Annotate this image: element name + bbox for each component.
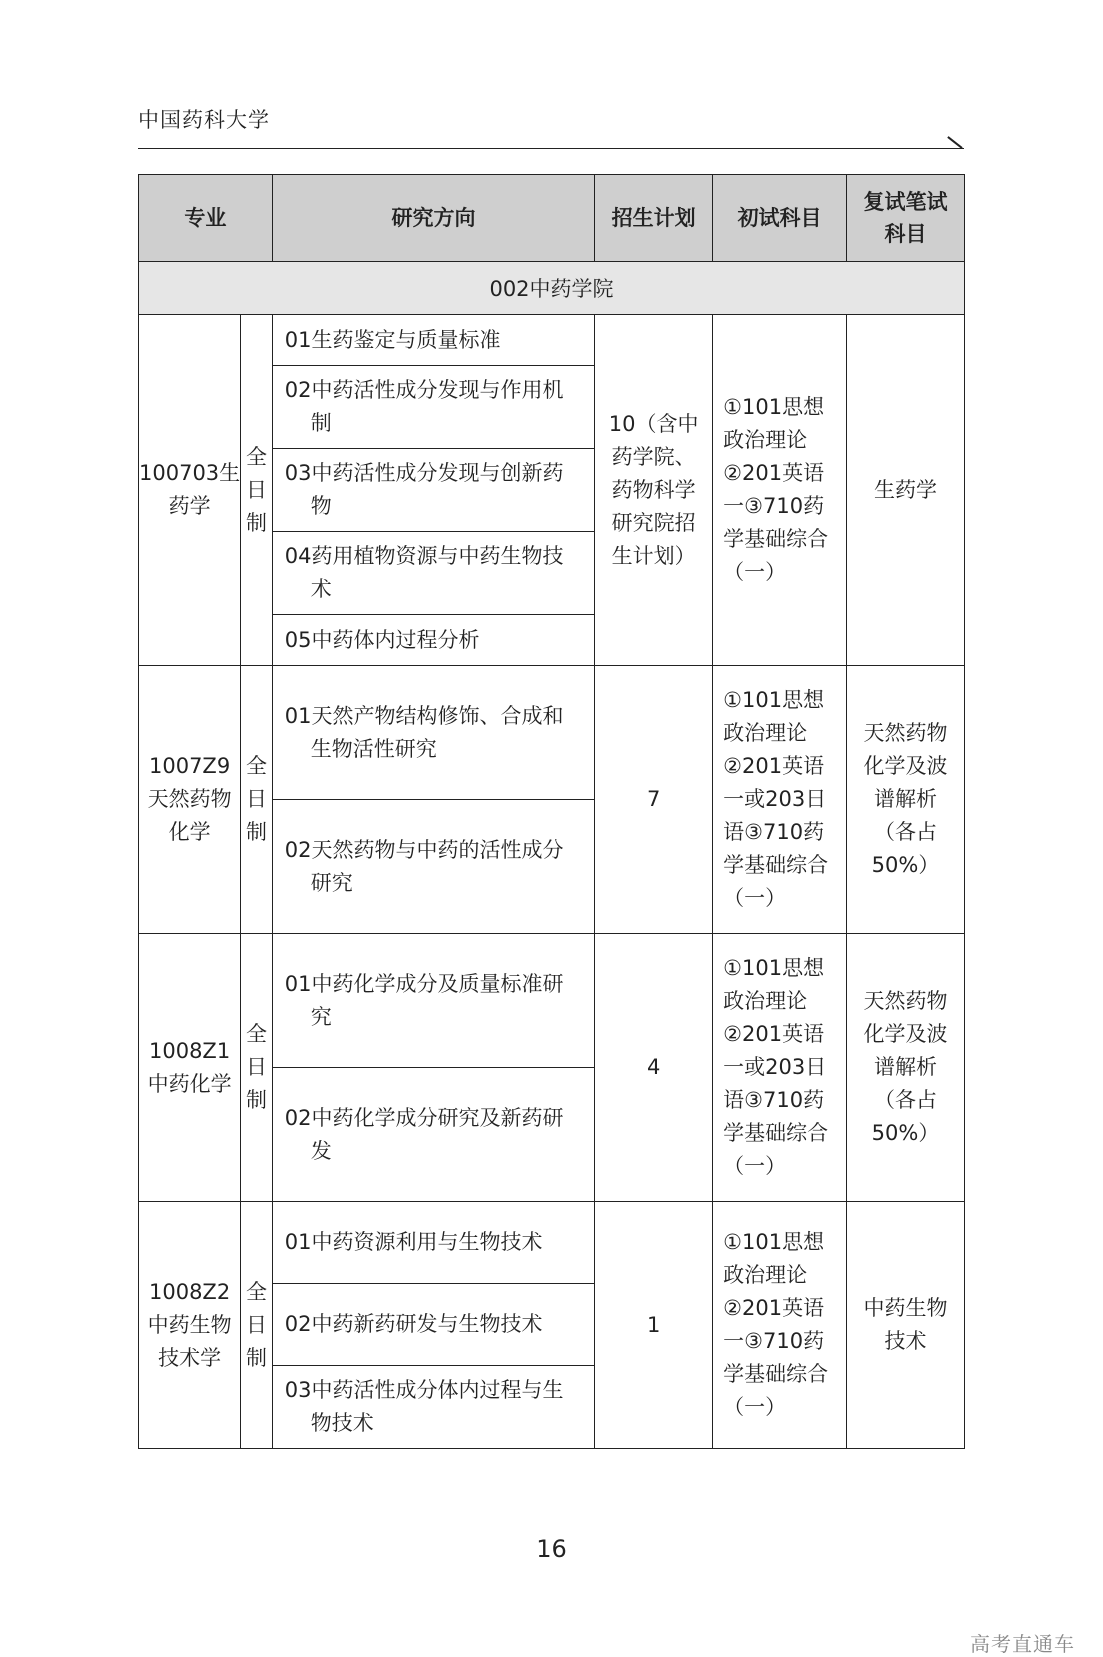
retest-subject-cell: 天然药物化学及波谱解析（各占50%） <box>846 934 964 1202</box>
direction-cell: 02中药活性成分发现与作用机制 <box>272 366 594 449</box>
direction-cell: 01中药资源利用与生物技术 <box>272 1202 594 1284</box>
column-header-exam: 初试科目 <box>713 175 847 262</box>
column-header-quota: 招生计划 <box>595 175 713 262</box>
direction-cell: 05中药体内过程分析 <box>272 615 594 666</box>
quota-cell: 4 <box>595 934 713 1202</box>
watermark-text: 高考直通车 <box>970 1632 1075 1656</box>
retest-subject-cell: 生药学 <box>846 315 964 666</box>
exam-subjects-cell: ①101思想政治理论②201英语一或203日语③710药学基础综合（一） <box>713 666 847 934</box>
exam-subjects-cell: ①101思想政治理论②201英语一③710药学基础综合（一） <box>713 1202 847 1449</box>
column-header-major: 专业 <box>139 175 273 262</box>
direction-cell: 02天然药物与中药的活性成分研究 <box>272 800 594 934</box>
column-header-retest: 复试笔试科目 <box>846 175 964 262</box>
quota-cell: 10（含中药学院、药物科学研究院招生计划） <box>595 315 713 666</box>
table-row <box>139 1202 965 1284</box>
retest-subject-cell: 天然药物化学及波谱解析（各占50%） <box>846 666 964 934</box>
table-row <box>139 315 965 366</box>
study-mode-cell: 全日制 <box>241 1202 273 1449</box>
table-header-row <box>139 175 965 262</box>
study-mode-cell: 全日制 <box>241 934 273 1202</box>
enrollment-table <box>138 174 965 1449</box>
study-mode-cell: 全日制 <box>241 666 273 934</box>
document-header-title: 中国药科大学 <box>138 108 270 132</box>
direction-cell: 02中药新药研发与生物技术 <box>272 1284 594 1366</box>
college-row: 002中药学院 <box>139 262 965 315</box>
study-mode-cell: 全日制 <box>241 315 273 666</box>
table-row <box>139 934 965 1068</box>
direction-cell: 01中药化学成分及质量标准研究 <box>272 934 594 1068</box>
direction-cell: 03中药活性成分体内过程与生物技术 <box>272 1366 594 1449</box>
quota-cell: 1 <box>595 1202 713 1449</box>
exam-subjects-cell: ①101思想政治理论②201英语一③710药学基础综合（一） <box>713 315 847 666</box>
table-row <box>139 666 965 800</box>
direction-cell: 01天然产物结构修饰、合成和生物活性研究 <box>272 666 594 800</box>
page-number: 16 <box>536 1535 567 1563</box>
header-rule <box>138 148 964 149</box>
header-rule-tick <box>948 136 963 148</box>
quota-cell: 7 <box>595 666 713 934</box>
direction-cell: 02中药化学成分研究及新药研发 <box>272 1068 594 1202</box>
direction-cell: 04药用植物资源与中药生物技术 <box>272 532 594 615</box>
exam-subjects-cell: ①101思想政治理论②201英语一或203日语③710药学基础综合（一） <box>713 934 847 1202</box>
major-cell: 100703生药学 <box>139 315 241 666</box>
column-header-direction: 研究方向 <box>272 175 594 262</box>
major-cell: 1007Z9天然药物化学 <box>139 666 241 934</box>
retest-subject-cell: 中药生物技术 <box>846 1202 964 1449</box>
direction-cell: 01生药鉴定与质量标准 <box>272 315 594 366</box>
major-cell: 1008Z2中药生物技术学 <box>139 1202 241 1449</box>
direction-cell: 03中药活性成分发现与创新药物 <box>272 449 594 532</box>
major-cell: 1008Z1中药化学 <box>139 934 241 1202</box>
